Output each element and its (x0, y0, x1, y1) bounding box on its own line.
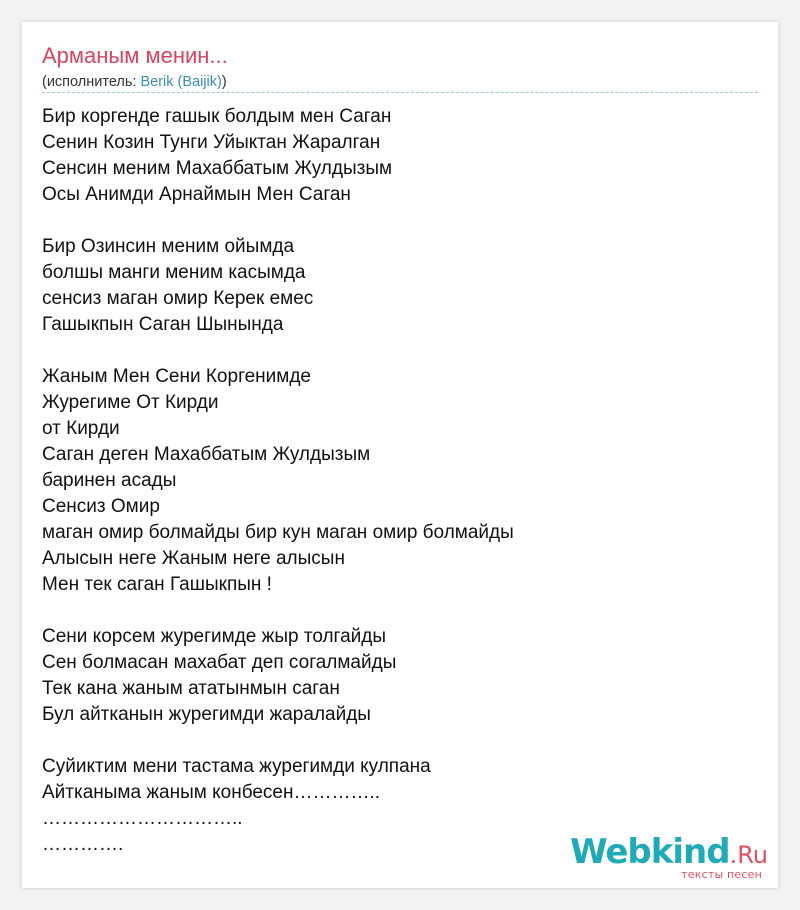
lyric-line: Осы Анимди Арнаймын Мен Саган (42, 184, 351, 205)
lyric-line: Бул айтканын журегимди жаралайды (42, 704, 371, 725)
lyric-line: Мен тек саган Гашыкпын ! (42, 574, 272, 595)
lyric-line: Журегиме От Кирди (42, 392, 219, 413)
lyric-line: Бир Озинсин меним ойымда (42, 236, 295, 257)
lyric-line: Суйиктим мени тастама журегимди кулпана (42, 756, 431, 777)
lyric-line: маган омир болмайды бир кун маган омир болмайды (42, 522, 514, 543)
performer-line (42, 73, 227, 91)
lyric-line: сенсиз маган омир Керек емес (42, 288, 314, 309)
site-logo[interactable] (572, 832, 772, 886)
lyric-line: Гашыкпын Саган Шынында (42, 314, 284, 335)
logo-main-text: Webkind (570, 832, 730, 872)
lyric-line: Сенин Козин Тунги Уйыктан Жаралган (42, 132, 381, 153)
lyric-line: баринен асады (42, 470, 177, 491)
lyrics-stanza (42, 104, 514, 208)
lyrics-card (22, 22, 778, 888)
lyric-line: Сени корсем журегимде жыр толгайды (42, 626, 386, 647)
lyrics-stanza (42, 754, 514, 858)
lyrics-stanza (42, 364, 514, 598)
lyric-line: Тек кана жаным ататынмын саган (42, 678, 340, 699)
lyric-line: Жаным Мен Сени Коргенимде (42, 366, 311, 387)
lyric-line: ………………………….. (42, 808, 243, 829)
lyric-line: Бир коргенде гашык болдым мен Саган (42, 106, 392, 127)
artist-link[interactable]: Berik (Baijik) (140, 74, 222, 90)
lyric-line: Айтканыма жаным конбесен………….. (42, 782, 381, 803)
lyric-line: болшы манги меним касымда (42, 262, 306, 283)
logo-tagline: тексты песен (681, 868, 762, 881)
performer-suffix: ) (221, 74, 227, 90)
title-divider (42, 92, 758, 93)
lyrics-stanza (42, 624, 514, 728)
lyric-line: Сенсин меним Махаббатым Жулдызым (42, 158, 393, 179)
lyric-line: Саган деген Махаббатым Жулдызым (42, 444, 371, 465)
logo-domain-suffix: .Ru (729, 841, 768, 869)
lyric-line: Сен болмасан махабат деп согалмайды (42, 652, 397, 673)
lyric-line: …………. (42, 834, 124, 855)
lyric-line: от Кирди (42, 418, 120, 439)
song-title: Арманым менин... (42, 43, 228, 68)
lyric-line: Сенсиз Омир (42, 496, 160, 517)
lyric-line: Алысын неге Жаным неге алысын (42, 548, 345, 569)
performer-prefix: (исполнитель: (42, 74, 141, 90)
lyrics-text (42, 104, 514, 858)
lyrics-stanza (42, 234, 514, 338)
